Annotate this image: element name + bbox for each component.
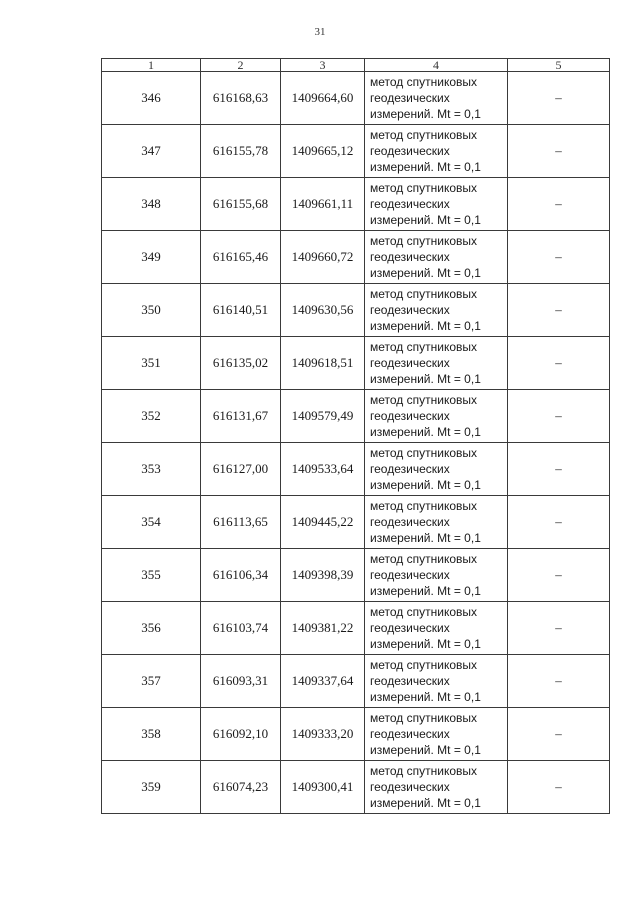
x-coordinate-cell: 616127,00	[201, 443, 281, 496]
method-line-3: измерений. Mt = 0,1	[370, 690, 481, 704]
method-line-1: метод спутниковых	[370, 234, 478, 248]
header-cell-2: 2	[201, 59, 281, 72]
method-line-2: геодезических	[370, 727, 450, 741]
point-number-cell: 352	[102, 390, 201, 443]
x-coordinate-cell: 616135,02	[201, 337, 281, 390]
method-cell	[365, 72, 508, 125]
x-coordinate-cell: 616131,67	[201, 390, 281, 443]
table-row	[102, 443, 610, 496]
table-row	[102, 549, 610, 602]
method-line-1: метод спутниковых	[370, 128, 478, 142]
method-line-1: метод спутниковых	[370, 764, 478, 778]
x-coordinate-cell: 616113,65	[201, 496, 281, 549]
method-line-1: метод спутниковых	[370, 393, 478, 407]
note-cell: –	[508, 708, 610, 761]
point-number-cell: 353	[102, 443, 201, 496]
method-line-2: геодезических	[370, 462, 450, 476]
table-row	[102, 496, 610, 549]
method-line-2: геодезических	[370, 621, 450, 635]
method-line-2: геодезических	[370, 515, 450, 529]
y-coordinate-cell: 1409445,22	[281, 496, 365, 549]
method-cell	[365, 178, 508, 231]
method-line-2: геодезических	[370, 780, 450, 794]
y-coordinate-cell: 1409337,64	[281, 655, 365, 708]
table-header-row	[102, 59, 610, 72]
method-line-2: геодезических	[370, 144, 450, 158]
method-line-3: измерений. Mt = 0,1	[370, 160, 481, 174]
method-line-3: измерений. Mt = 0,1	[370, 213, 481, 227]
method-line-3: измерений. Mt = 0,1	[370, 319, 481, 333]
header-cell-3: 3	[281, 59, 365, 72]
point-number-cell: 355	[102, 549, 201, 602]
method-line-1: метод спутниковых	[370, 75, 478, 89]
y-coordinate-cell: 1409665,12	[281, 125, 365, 178]
method-cell	[365, 125, 508, 178]
y-coordinate-cell: 1409579,49	[281, 390, 365, 443]
method-line-2: геодезических	[370, 197, 450, 211]
y-coordinate-cell: 1409398,39	[281, 549, 365, 602]
x-coordinate-cell: 616140,51	[201, 284, 281, 337]
x-coordinate-cell: 616074,23	[201, 761, 281, 814]
point-number-cell: 357	[102, 655, 201, 708]
method-cell	[365, 443, 508, 496]
note-cell: –	[508, 761, 610, 814]
method-line-1: метод спутниковых	[370, 340, 478, 354]
x-coordinate-cell: 616103,74	[201, 602, 281, 655]
note-cell: –	[508, 390, 610, 443]
method-line-3: измерений. Mt = 0,1	[370, 584, 481, 598]
table-row	[102, 231, 610, 284]
table-row	[102, 178, 610, 231]
method-line-2: геодезических	[370, 409, 450, 423]
method-line-1: метод спутниковых	[370, 499, 478, 513]
table-row	[102, 708, 610, 761]
method-cell	[365, 708, 508, 761]
table-row	[102, 284, 610, 337]
method-line-2: геодезических	[370, 91, 450, 105]
method-line-1: метод спутниковых	[370, 552, 478, 566]
point-number-cell: 346	[102, 72, 201, 125]
method-cell	[365, 655, 508, 708]
header-cell-4: 4	[365, 59, 508, 72]
method-line-3: измерений. Mt = 0,1	[370, 796, 481, 810]
x-coordinate-cell: 616092,10	[201, 708, 281, 761]
note-cell: –	[508, 549, 610, 602]
x-coordinate-cell: 616168,63	[201, 72, 281, 125]
y-coordinate-cell: 1409660,72	[281, 231, 365, 284]
point-number-cell: 350	[102, 284, 201, 337]
method-line-1: метод спутниковых	[370, 446, 478, 460]
method-line-1: метод спутниковых	[370, 181, 478, 195]
table-row	[102, 337, 610, 390]
note-cell: –	[508, 72, 610, 125]
y-coordinate-cell: 1409381,22	[281, 602, 365, 655]
y-coordinate-cell: 1409618,51	[281, 337, 365, 390]
note-cell: –	[508, 602, 610, 655]
method-cell	[365, 549, 508, 602]
method-cell	[365, 602, 508, 655]
method-cell	[365, 337, 508, 390]
method-line-3: измерений. Mt = 0,1	[370, 478, 481, 492]
y-coordinate-cell: 1409664,60	[281, 72, 365, 125]
method-line-2: геодезических	[370, 250, 450, 264]
note-cell: –	[508, 443, 610, 496]
table-row	[102, 761, 610, 814]
note-cell: –	[508, 284, 610, 337]
point-number-cell: 354	[102, 496, 201, 549]
page-number: 31	[314, 26, 326, 38]
x-coordinate-cell: 616155,68	[201, 178, 281, 231]
x-coordinate-cell: 616106,34	[201, 549, 281, 602]
y-coordinate-cell: 1409630,56	[281, 284, 365, 337]
y-coordinate-cell: 1409661,11	[281, 178, 365, 231]
header-cell-5: 5	[508, 59, 610, 72]
table-row	[102, 72, 610, 125]
method-line-3: измерений. Mt = 0,1	[370, 531, 481, 545]
table-row	[102, 602, 610, 655]
method-line-2: геодезических	[370, 674, 450, 688]
method-line-1: метод спутниковых	[370, 287, 478, 301]
method-line-3: измерений. Mt = 0,1	[370, 743, 481, 757]
method-line-2: геодезических	[370, 356, 450, 370]
method-line-3: измерений. Mt = 0,1	[370, 266, 481, 280]
method-line-2: геодезических	[370, 303, 450, 317]
method-line-1: метод спутниковых	[370, 711, 478, 725]
note-cell: –	[508, 125, 610, 178]
method-cell	[365, 231, 508, 284]
x-coordinate-cell: 616093,31	[201, 655, 281, 708]
method-line-1: метод спутниковых	[370, 658, 478, 672]
x-coordinate-cell: 616165,46	[201, 231, 281, 284]
y-coordinate-cell: 1409533,64	[281, 443, 365, 496]
header-cell-1: 1	[102, 59, 201, 72]
method-line-3: измерений. Mt = 0,1	[370, 637, 481, 651]
note-cell: –	[508, 178, 610, 231]
method-line-3: измерений. Mt = 0,1	[370, 107, 481, 121]
y-coordinate-cell: 1409300,41	[281, 761, 365, 814]
table-row	[102, 655, 610, 708]
x-coordinate-cell: 616155,78	[201, 125, 281, 178]
note-cell: –	[508, 231, 610, 284]
table-row	[102, 125, 610, 178]
y-coordinate-cell: 1409333,20	[281, 708, 365, 761]
method-cell	[365, 390, 508, 443]
table-body	[102, 59, 610, 814]
method-line-3: измерений. Mt = 0,1	[370, 425, 481, 439]
point-number-cell: 358	[102, 708, 201, 761]
point-number-cell: 348	[102, 178, 201, 231]
coordinates-table	[101, 58, 610, 814]
method-line-3: измерений. Mt = 0,1	[370, 372, 481, 386]
method-line-1: метод спутниковых	[370, 605, 478, 619]
method-line-2: геодезических	[370, 568, 450, 582]
point-number-cell: 349	[102, 231, 201, 284]
method-cell	[365, 761, 508, 814]
point-number-cell: 351	[102, 337, 201, 390]
point-number-cell: 359	[102, 761, 201, 814]
note-cell: –	[508, 655, 610, 708]
note-cell: –	[508, 337, 610, 390]
point-number-cell: 356	[102, 602, 201, 655]
method-cell	[365, 496, 508, 549]
point-number-cell: 347	[102, 125, 201, 178]
note-cell: –	[508, 496, 610, 549]
table-row	[102, 390, 610, 443]
method-cell	[365, 284, 508, 337]
